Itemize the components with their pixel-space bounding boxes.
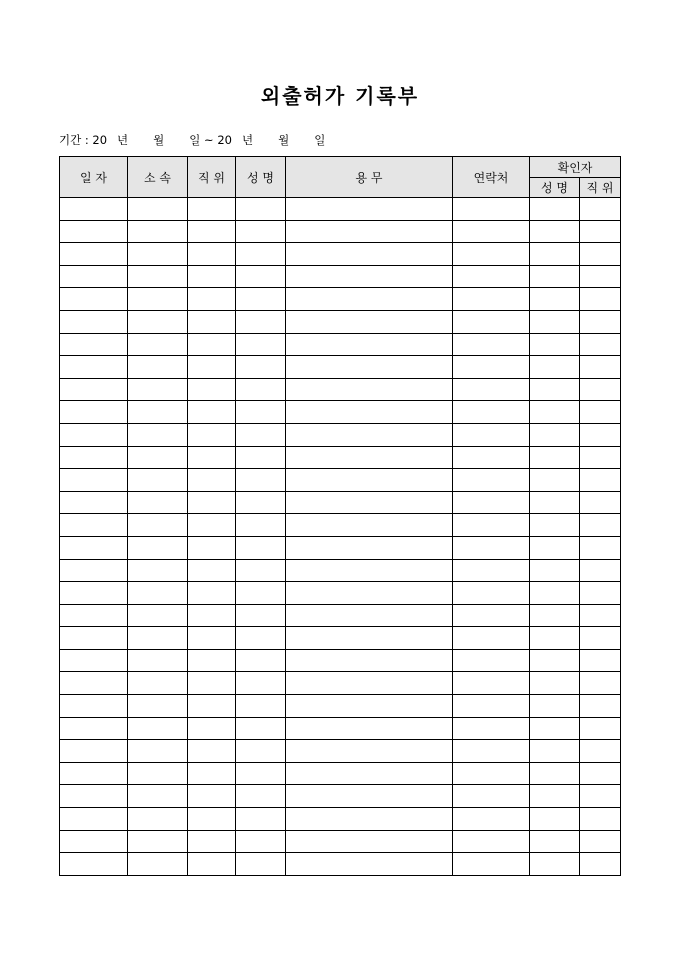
confirmer-name-cell[interactable]	[530, 469, 580, 492]
table-row	[60, 288, 621, 311]
contact-cell[interactable]	[453, 853, 530, 876]
end-year-unit: 년	[241, 133, 254, 147]
contact-cell[interactable]	[453, 717, 530, 740]
confirmer-position-cell[interactable]	[580, 401, 621, 424]
confirmer-name-cell[interactable]	[530, 582, 580, 605]
date-cell[interactable]	[60, 740, 128, 763]
business-cell[interactable]	[286, 559, 453, 582]
confirmer-name-cell[interactable]	[530, 220, 580, 243]
end-year-prefix: 20	[217, 133, 232, 147]
table-row	[60, 220, 621, 243]
name-cell[interactable]	[236, 469, 286, 492]
business-cell[interactable]	[286, 265, 453, 288]
date-cell[interactable]	[60, 582, 128, 605]
department-cell[interactable]	[128, 378, 188, 401]
header-date: 일 자	[60, 157, 128, 198]
position-cell[interactable]	[188, 401, 236, 424]
date-cell[interactable]	[60, 785, 128, 808]
position-cell[interactable]	[188, 378, 236, 401]
business-cell[interactable]	[286, 423, 453, 446]
table-row	[60, 536, 621, 559]
position-cell[interactable]	[188, 559, 236, 582]
confirmer-name-cell[interactable]	[530, 559, 580, 582]
contact-cell[interactable]	[453, 604, 530, 627]
position-cell[interactable]	[188, 491, 236, 514]
header-business: 용 무	[286, 157, 453, 198]
contact-cell[interactable]	[453, 401, 530, 424]
business-cell[interactable]	[286, 401, 453, 424]
confirmer-position-cell[interactable]	[580, 808, 621, 831]
name-cell[interactable]	[236, 649, 286, 672]
confirmer-name-cell[interactable]	[530, 310, 580, 333]
confirmer-name-cell[interactable]	[530, 808, 580, 831]
confirmer-name-cell[interactable]	[530, 536, 580, 559]
table-row	[60, 265, 621, 288]
confirmer-position-cell[interactable]	[580, 853, 621, 876]
confirmer-name-cell[interactable]	[530, 378, 580, 401]
table-row	[60, 243, 621, 266]
name-cell[interactable]	[236, 333, 286, 356]
business-cell[interactable]	[286, 717, 453, 740]
confirmer-position-cell[interactable]	[580, 830, 621, 853]
confirmer-position-cell[interactable]	[580, 762, 621, 785]
period-line	[59, 132, 325, 148]
confirmer-name-cell[interactable]	[530, 672, 580, 695]
date-cell[interactable]	[60, 808, 128, 831]
contact-cell[interactable]	[453, 808, 530, 831]
department-cell[interactable]	[128, 559, 188, 582]
period-label: 기간 :	[59, 133, 89, 147]
name-cell[interactable]	[236, 536, 286, 559]
name-cell[interactable]	[236, 604, 286, 627]
confirmer-name-cell[interactable]	[530, 288, 580, 311]
position-cell[interactable]	[188, 469, 236, 492]
department-cell[interactable]	[128, 649, 188, 672]
confirmer-name-cell[interactable]	[530, 762, 580, 785]
table-row	[60, 401, 621, 424]
position-cell[interactable]	[188, 220, 236, 243]
contact-cell[interactable]	[453, 536, 530, 559]
contact-cell[interactable]	[453, 762, 530, 785]
position-cell[interactable]	[188, 853, 236, 876]
date-cell[interactable]	[60, 559, 128, 582]
header-contact: 연락처	[453, 157, 530, 198]
confirmer-position-cell[interactable]	[580, 356, 621, 379]
date-cell[interactable]	[60, 288, 128, 311]
name-cell[interactable]	[236, 717, 286, 740]
name-cell[interactable]	[236, 310, 286, 333]
confirmer-position-cell[interactable]	[580, 559, 621, 582]
date-cell[interactable]	[60, 469, 128, 492]
table-row	[60, 740, 621, 763]
confirmer-position-cell[interactable]	[580, 288, 621, 311]
confirmer-position-cell[interactable]	[580, 695, 621, 718]
confirmer-position-cell[interactable]	[580, 582, 621, 605]
name-cell[interactable]	[236, 830, 286, 853]
date-cell[interactable]	[60, 198, 128, 221]
department-cell[interactable]	[128, 762, 188, 785]
table-row	[60, 808, 621, 831]
table-row	[60, 469, 621, 492]
table-row	[60, 695, 621, 718]
date-cell[interactable]	[60, 446, 128, 469]
business-cell[interactable]	[286, 853, 453, 876]
department-cell[interactable]	[128, 695, 188, 718]
name-cell[interactable]	[236, 559, 286, 582]
position-cell[interactable]	[188, 198, 236, 221]
position-cell[interactable]	[188, 627, 236, 650]
name-cell[interactable]	[236, 853, 286, 876]
start-year-unit: 년	[117, 133, 129, 147]
contact-cell[interactable]	[453, 582, 530, 605]
start-day-unit: 일	[189, 133, 201, 147]
date-cell[interactable]	[60, 604, 128, 627]
business-cell[interactable]	[286, 198, 453, 221]
contact-cell[interactable]	[453, 785, 530, 808]
table-row	[60, 604, 621, 627]
position-cell[interactable]	[188, 808, 236, 831]
department-cell[interactable]	[128, 243, 188, 266]
contact-cell[interactable]	[453, 220, 530, 243]
contact-cell[interactable]	[453, 830, 530, 853]
confirmer-name-cell[interactable]	[530, 198, 580, 221]
department-cell[interactable]	[128, 288, 188, 311]
department-cell[interactable]	[128, 627, 188, 650]
department-cell[interactable]	[128, 356, 188, 379]
contact-cell[interactable]	[453, 243, 530, 266]
date-cell[interactable]	[60, 717, 128, 740]
contact-cell[interactable]	[453, 740, 530, 763]
date-cell[interactable]	[60, 853, 128, 876]
confirmer-name-cell[interactable]	[530, 649, 580, 672]
confirmer-position-cell[interactable]	[580, 243, 621, 266]
date-cell[interactable]	[60, 310, 128, 333]
confirmer-name-cell[interactable]	[530, 740, 580, 763]
business-cell[interactable]	[286, 243, 453, 266]
name-cell[interactable]	[236, 446, 286, 469]
business-cell[interactable]	[286, 740, 453, 763]
department-cell[interactable]	[128, 310, 188, 333]
date-cell[interactable]	[60, 423, 128, 446]
business-cell[interactable]	[286, 310, 453, 333]
business-cell[interactable]	[286, 333, 453, 356]
business-cell[interactable]	[286, 220, 453, 243]
contact-cell[interactable]	[453, 198, 530, 221]
table-row	[60, 672, 621, 695]
position-cell[interactable]	[188, 740, 236, 763]
confirmer-position-cell[interactable]	[580, 446, 621, 469]
contact-cell[interactable]	[453, 288, 530, 311]
table-row	[60, 423, 621, 446]
period-tilde: ~	[204, 133, 214, 147]
header-department: 소 속	[128, 157, 188, 198]
table-row	[60, 785, 621, 808]
business-cell[interactable]	[286, 536, 453, 559]
table-row	[60, 514, 621, 537]
contact-cell[interactable]	[453, 649, 530, 672]
date-cell[interactable]	[60, 265, 128, 288]
department-cell[interactable]	[128, 785, 188, 808]
confirmer-name-cell[interactable]	[530, 627, 580, 650]
department-cell[interactable]	[128, 491, 188, 514]
department-cell[interactable]	[128, 604, 188, 627]
contact-cell[interactable]	[453, 423, 530, 446]
table-row	[60, 198, 621, 221]
department-cell[interactable]	[128, 265, 188, 288]
contact-cell[interactable]	[453, 491, 530, 514]
header-position: 직 위	[188, 157, 236, 198]
position-cell[interactable]	[188, 333, 236, 356]
contact-cell[interactable]	[453, 265, 530, 288]
confirmer-name-cell[interactable]	[530, 853, 580, 876]
outing-log-table	[59, 156, 621, 876]
position-cell[interactable]	[188, 265, 236, 288]
position-cell[interactable]	[188, 717, 236, 740]
date-cell[interactable]	[60, 762, 128, 785]
department-cell[interactable]	[128, 514, 188, 537]
date-cell[interactable]	[60, 627, 128, 650]
position-cell[interactable]	[188, 604, 236, 627]
date-cell[interactable]	[60, 536, 128, 559]
department-cell[interactable]	[128, 672, 188, 695]
business-cell[interactable]	[286, 378, 453, 401]
confirmer-position-cell[interactable]	[580, 740, 621, 763]
contact-cell[interactable]	[453, 514, 530, 537]
table-row	[60, 830, 621, 853]
confirmer-name-cell[interactable]	[530, 356, 580, 379]
position-cell[interactable]	[188, 243, 236, 266]
department-cell[interactable]	[128, 333, 188, 356]
position-cell[interactable]	[188, 446, 236, 469]
contact-cell[interactable]	[453, 627, 530, 650]
name-cell[interactable]	[236, 695, 286, 718]
confirmer-position-cell[interactable]	[580, 469, 621, 492]
name-cell[interactable]	[236, 491, 286, 514]
contact-cell[interactable]	[453, 672, 530, 695]
department-cell[interactable]	[128, 853, 188, 876]
position-cell[interactable]	[188, 310, 236, 333]
date-cell[interactable]	[60, 243, 128, 266]
name-cell[interactable]	[236, 220, 286, 243]
contact-cell[interactable]	[453, 559, 530, 582]
confirmer-name-cell[interactable]	[530, 265, 580, 288]
page-title: 외출허가 기록부	[260, 84, 420, 108]
confirmer-position-cell[interactable]	[580, 785, 621, 808]
department-cell[interactable]	[128, 808, 188, 831]
contact-cell[interactable]	[453, 378, 530, 401]
confirmer-position-cell[interactable]	[580, 198, 621, 221]
table-row	[60, 310, 621, 333]
name-cell[interactable]	[236, 378, 286, 401]
confirmer-name-cell[interactable]	[530, 401, 580, 424]
position-cell[interactable]	[188, 785, 236, 808]
table-row	[60, 762, 621, 785]
confirmer-name-cell[interactable]	[530, 446, 580, 469]
table-row	[60, 853, 621, 876]
business-cell[interactable]	[286, 808, 453, 831]
department-cell[interactable]	[128, 717, 188, 740]
business-cell[interactable]	[286, 446, 453, 469]
confirmer-name-cell[interactable]	[530, 604, 580, 627]
business-cell[interactable]	[286, 785, 453, 808]
position-cell[interactable]	[188, 762, 236, 785]
business-cell[interactable]	[286, 604, 453, 627]
date-cell[interactable]	[60, 672, 128, 695]
business-cell[interactable]	[286, 288, 453, 311]
department-cell[interactable]	[128, 423, 188, 446]
confirmer-position-cell[interactable]	[580, 378, 621, 401]
confirmer-name-cell[interactable]	[530, 333, 580, 356]
business-cell[interactable]	[286, 491, 453, 514]
confirmer-position-cell[interactable]	[580, 423, 621, 446]
contact-cell[interactable]	[453, 469, 530, 492]
department-cell[interactable]	[128, 469, 188, 492]
department-cell[interactable]	[128, 198, 188, 221]
business-cell[interactable]	[286, 356, 453, 379]
name-cell[interactable]	[236, 514, 286, 537]
confirmer-position-cell[interactable]	[580, 491, 621, 514]
name-cell[interactable]	[236, 627, 286, 650]
contact-cell[interactable]	[453, 333, 530, 356]
confirmer-position-cell[interactable]	[580, 265, 621, 288]
table-row	[60, 559, 621, 582]
position-cell[interactable]	[188, 649, 236, 672]
date-cell[interactable]	[60, 220, 128, 243]
name-cell[interactable]	[236, 582, 286, 605]
business-cell[interactable]	[286, 627, 453, 650]
name-cell[interactable]	[236, 740, 286, 763]
department-cell[interactable]	[128, 220, 188, 243]
confirmer-name-cell[interactable]	[530, 514, 580, 537]
confirmer-position-cell[interactable]	[580, 310, 621, 333]
table-row	[60, 627, 621, 650]
business-cell[interactable]	[286, 830, 453, 853]
business-cell[interactable]	[286, 672, 453, 695]
name-cell[interactable]	[236, 198, 286, 221]
end-day-unit: 일	[314, 133, 326, 147]
date-cell[interactable]	[60, 491, 128, 514]
confirmer-name-cell[interactable]	[530, 695, 580, 718]
confirmer-name-cell[interactable]	[530, 243, 580, 266]
department-cell[interactable]	[128, 830, 188, 853]
confirmer-position-cell[interactable]	[580, 672, 621, 695]
confirmer-position-cell[interactable]	[580, 717, 621, 740]
confirmer-name-cell[interactable]	[530, 785, 580, 808]
name-cell[interactable]	[236, 785, 286, 808]
table-row	[60, 649, 621, 672]
date-cell[interactable]	[60, 830, 128, 853]
department-cell[interactable]	[128, 446, 188, 469]
name-cell[interactable]	[236, 356, 286, 379]
date-cell[interactable]	[60, 649, 128, 672]
confirmer-position-cell[interactable]	[580, 627, 621, 650]
position-cell[interactable]	[188, 582, 236, 605]
department-cell[interactable]	[128, 582, 188, 605]
name-cell[interactable]	[236, 672, 286, 695]
table-row	[60, 491, 621, 514]
header-confirmer-name: 성 명	[530, 178, 580, 198]
confirmer-position-cell[interactable]	[580, 649, 621, 672]
start-year-prefix: 20	[92, 133, 108, 147]
table-row	[60, 333, 621, 356]
position-cell[interactable]	[188, 830, 236, 853]
contact-cell[interactable]	[453, 695, 530, 718]
business-cell[interactable]	[286, 762, 453, 785]
name-cell[interactable]	[236, 762, 286, 785]
confirmer-name-cell[interactable]	[530, 717, 580, 740]
department-cell[interactable]	[128, 536, 188, 559]
position-cell[interactable]	[188, 423, 236, 446]
confirmer-name-cell[interactable]	[530, 423, 580, 446]
start-month-unit: 월	[153, 133, 165, 147]
name-cell[interactable]	[236, 401, 286, 424]
table-body	[60, 198, 621, 876]
position-cell[interactable]	[188, 288, 236, 311]
confirmer-position-cell[interactable]	[580, 514, 621, 537]
business-cell[interactable]	[286, 469, 453, 492]
table-row	[60, 717, 621, 740]
table-row	[60, 582, 621, 605]
confirmer-name-cell[interactable]	[530, 830, 580, 853]
confirmer-position-cell[interactable]	[580, 604, 621, 627]
name-cell[interactable]	[236, 423, 286, 446]
name-cell[interactable]	[236, 265, 286, 288]
date-cell[interactable]	[60, 514, 128, 537]
position-cell[interactable]	[188, 695, 236, 718]
header-confirmer-position: 직 위	[580, 178, 621, 198]
table-row	[60, 356, 621, 379]
header-confirmer: 확인자	[530, 157, 621, 178]
confirmer-position-cell[interactable]	[580, 333, 621, 356]
business-cell[interactable]	[286, 649, 453, 672]
date-cell[interactable]	[60, 356, 128, 379]
name-cell[interactable]	[236, 808, 286, 831]
table-row	[60, 446, 621, 469]
department-cell[interactable]	[128, 740, 188, 763]
confirmer-position-cell[interactable]	[580, 220, 621, 243]
business-cell[interactable]	[286, 582, 453, 605]
date-cell[interactable]	[60, 401, 128, 424]
date-cell[interactable]	[60, 333, 128, 356]
name-cell[interactable]	[236, 288, 286, 311]
table-row	[60, 378, 621, 401]
header-name: 성 명	[236, 157, 286, 198]
confirmer-name-cell[interactable]	[530, 491, 580, 514]
position-cell[interactable]	[188, 514, 236, 537]
date-cell[interactable]	[60, 695, 128, 718]
business-cell[interactable]	[286, 514, 453, 537]
confirmer-position-cell[interactable]	[580, 536, 621, 559]
end-month-unit: 월	[278, 133, 290, 147]
contact-cell[interactable]	[453, 310, 530, 333]
date-cell[interactable]	[60, 378, 128, 401]
position-cell[interactable]	[188, 536, 236, 559]
position-cell[interactable]	[188, 672, 236, 695]
name-cell[interactable]	[236, 243, 286, 266]
department-cell[interactable]	[128, 401, 188, 424]
contact-cell[interactable]	[453, 356, 530, 379]
contact-cell[interactable]	[453, 446, 530, 469]
position-cell[interactable]	[188, 356, 236, 379]
business-cell[interactable]	[286, 695, 453, 718]
